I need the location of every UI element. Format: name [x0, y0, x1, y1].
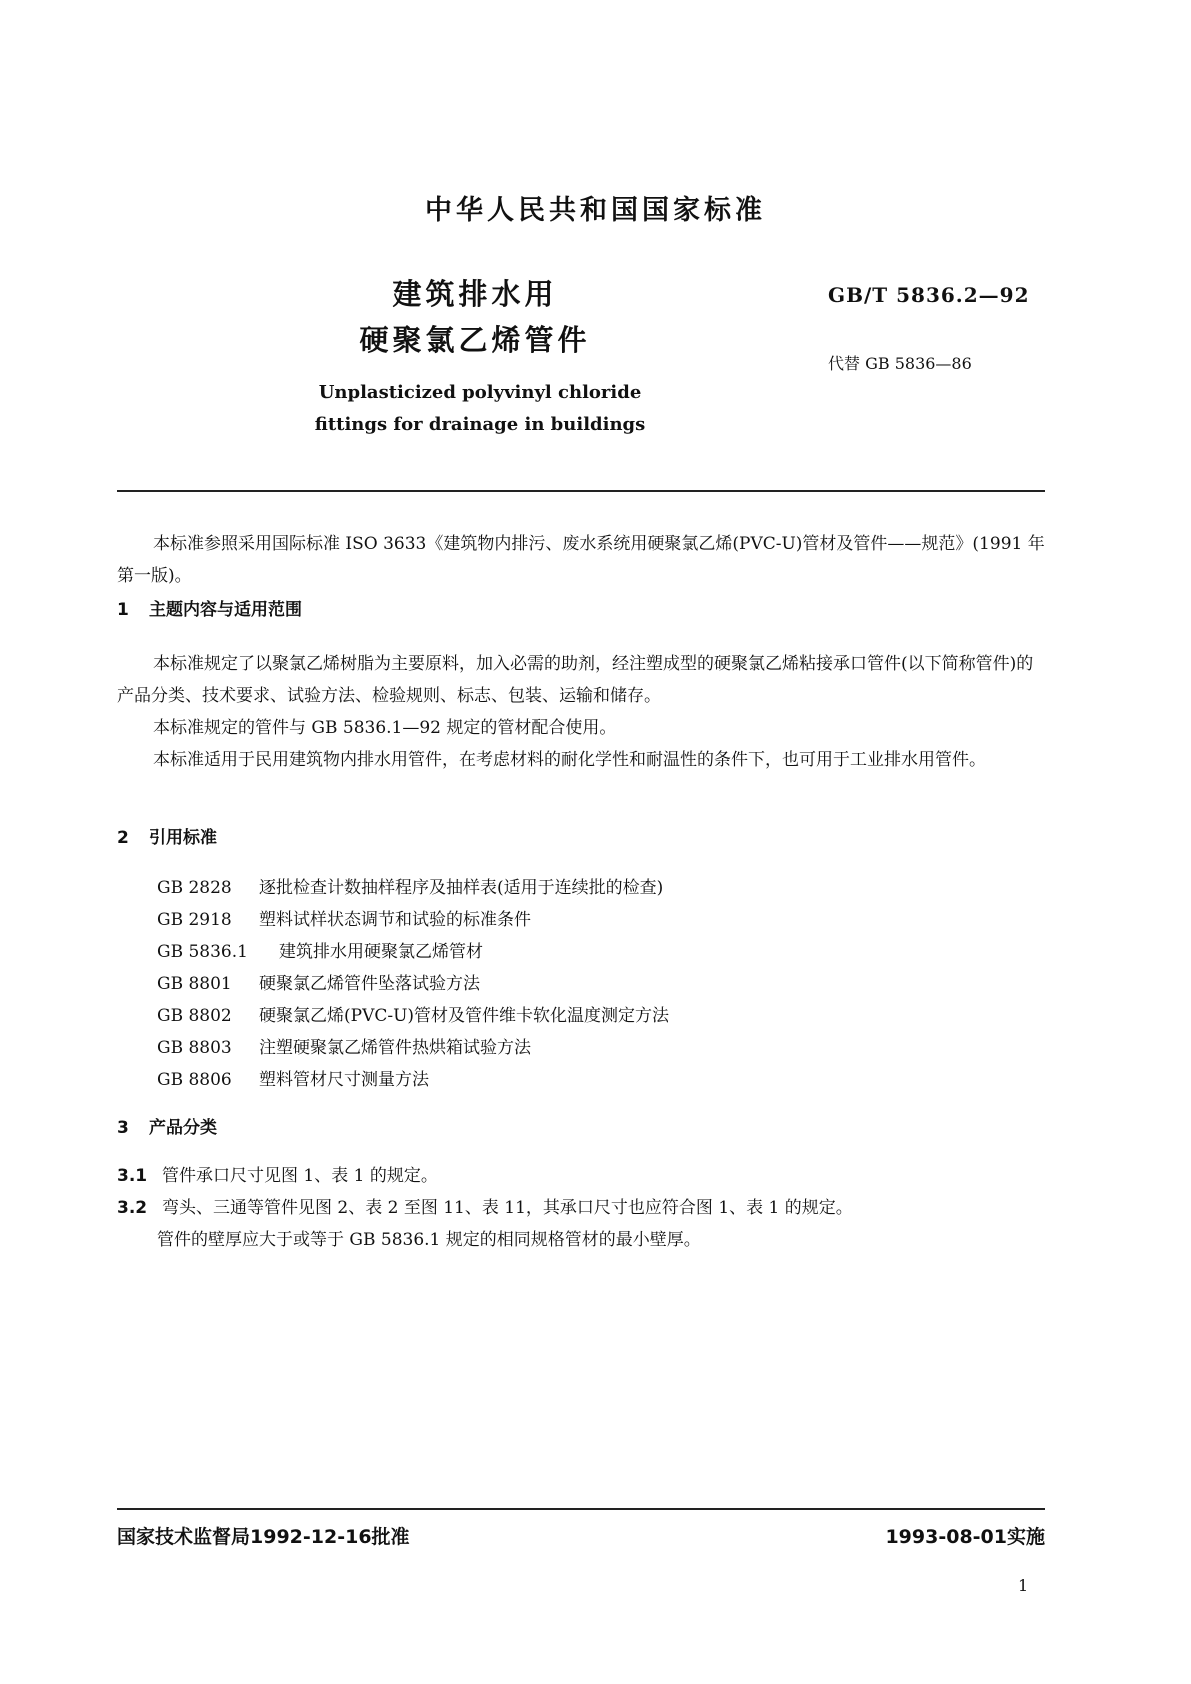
reference-code: GB 8806	[157, 1070, 232, 1090]
section-3-note: 管件的壁厚应大于或等于 GB 5836.1 规定的相同规格管材的最小壁厚。	[157, 1230, 701, 1250]
clause-text: 弯头、三通等管件见图 2、表 2 至图 11、表 11，其承口尺寸也应符合图 1、表 1 的规定。	[162, 1198, 853, 1218]
reference-title: 塑料管材尺寸测量方法	[259, 1070, 429, 1090]
section-2-title: 引用标准	[149, 828, 217, 848]
clause-number: 3.1	[117, 1166, 148, 1186]
page-number: 1	[1018, 1576, 1029, 1595]
title-en-line2: fittings for drainage in buildings	[314, 414, 646, 435]
intro-paragraph: 本标准参照采用国际标准 ISO 3633《建筑物内排污、废水系统用硬聚氯乙烯(PVC-U)管材及管件——规范》(1991 年第一版)。	[117, 534, 1045, 586]
section-3-title: 产品分类	[149, 1118, 217, 1138]
section-1-paragraph-3: 本标准适用于民用建筑物内排水用管件，在考虑材料的耐化学性和耐温性的条件下，也可用于工业排水用管件。	[153, 750, 986, 770]
footer-divider	[117, 1508, 1045, 1510]
reference-title: 注塑硬聚氯乙烯管件热烘箱试验方法	[259, 1038, 531, 1058]
title-en-line1: Unplasticized polyvinyl chloride	[318, 382, 642, 403]
section-2-number: 2	[117, 828, 129, 848]
section-3-heading	[117, 1116, 217, 1140]
reference-title: 塑料试样状态调节和试验的标准条件	[259, 910, 531, 930]
reference-code: GB 8803	[157, 1038, 232, 1058]
reference-row	[157, 940, 483, 964]
title-cn-line1: 建筑排水用	[392, 277, 558, 311]
section-1-title: 主题内容与适用范围	[149, 600, 302, 620]
reference-row	[157, 908, 531, 932]
reference-row	[157, 1004, 669, 1028]
reference-code: GB 8801	[157, 974, 232, 994]
section-1-number: 1	[117, 600, 129, 620]
replaces-standard: 代替 GB 5836—86	[828, 354, 972, 373]
approval-info: 国家技术监督局1992-12-16批准	[117, 1526, 410, 1548]
reference-row	[157, 972, 480, 996]
standard-type: 中华人民共和国国家标准	[425, 195, 766, 226]
reference-row	[157, 1036, 531, 1060]
reference-code: GB 2918	[157, 910, 232, 930]
section-2-heading	[117, 826, 217, 850]
clause-3-2	[117, 1196, 853, 1220]
reference-title: 建筑排水用硬聚氯乙烯管材	[279, 942, 483, 962]
standard-number: GB/T 5836.2—92	[828, 283, 1030, 307]
title-cn-line2: 硬聚氯乙烯管件	[359, 323, 591, 357]
reference-row	[157, 876, 663, 900]
clause-text: 管件承口尺寸见图 1、表 1 的规定。	[162, 1166, 438, 1186]
clause-3-1	[117, 1164, 438, 1188]
header-divider	[117, 490, 1045, 492]
reference-title: 硬聚氯乙烯管件坠落试验方法	[259, 974, 480, 994]
reference-code: GB 8802	[157, 1006, 232, 1026]
clause-number: 3.2	[117, 1198, 148, 1218]
reference-title: 硬聚氯乙烯(PVC-U)管材及管件维卡软化温度测定方法	[259, 1006, 670, 1026]
reference-title: 逐批检查计数抽样程序及抽样表(适用于连续批的检查)	[259, 878, 664, 898]
implementation-date: 1993-08-01实施	[885, 1526, 1045, 1548]
section-1-heading	[117, 598, 302, 622]
reference-code: GB 2828	[157, 878, 232, 898]
section-3-number: 3	[117, 1118, 129, 1138]
reference-row	[157, 1068, 429, 1092]
section-1-paragraph-1: 本标准规定了以聚氯乙烯树脂为主要原料，加入必需的助剂，经注塑成型的硬聚氯乙烯粘接承口管件(以下简称管件)的产品分类、技术要求、试验方法、检验规则、标志、包装、运输和储存。	[117, 654, 1034, 706]
reference-code: GB 5836.1	[157, 942, 248, 962]
section-1-paragraph-2: 本标准规定的管件与 GB 5836.1—92 规定的管材配合使用。	[153, 718, 617, 738]
